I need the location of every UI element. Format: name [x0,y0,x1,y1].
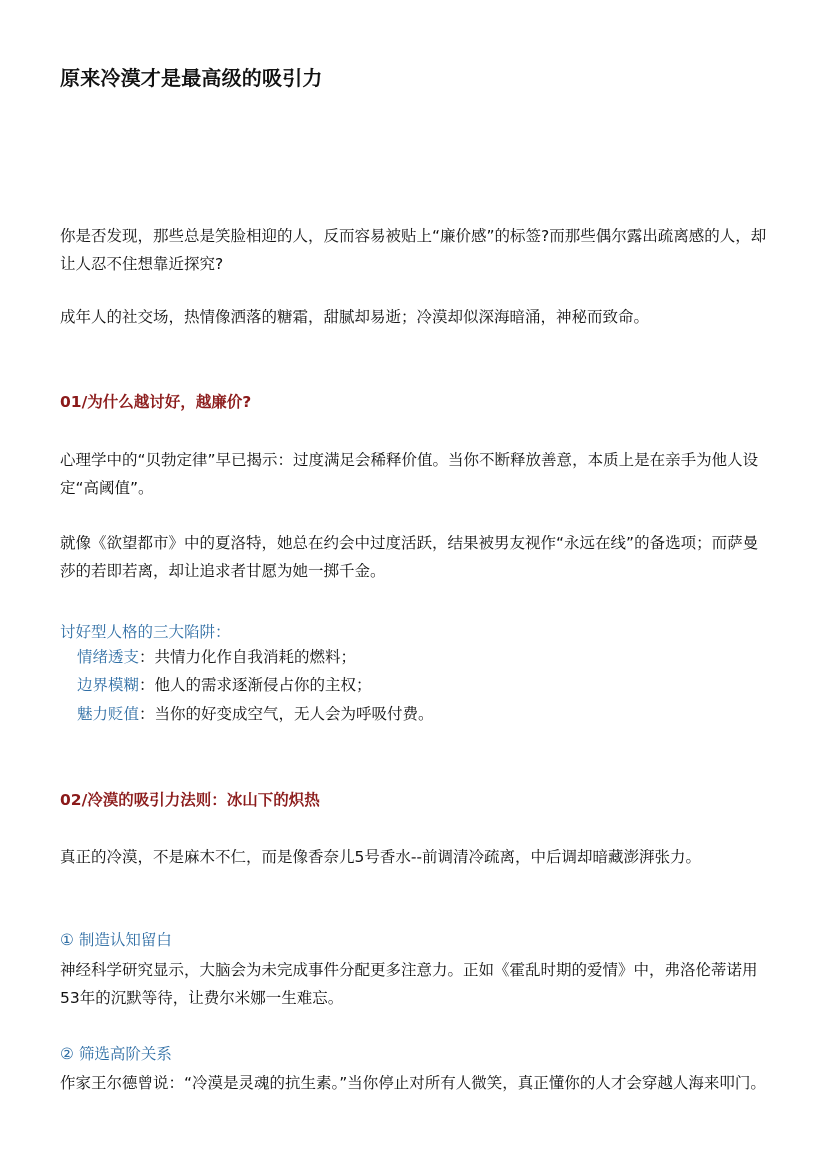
list-item [77,700,434,728]
section-2-paragraph-1: 真正的冷漠，不是麻木不仁，而是像香奈儿5号香水--前调清冷疏离，中后调却暗藏澎湃张力。 [60,848,702,866]
list-item-term: 边界模糊 [77,676,140,694]
subsection-1-heading: ① 制造认知留白 [60,931,172,949]
page-title: 原来冷漠才是最高级的吸引力 [60,66,323,90]
list-item-desc: ：当你的好变成空气，无人会为呼吸付费。 [139,705,434,723]
list-item [77,671,372,699]
intro-paragraph-1: 你是否发现，那些总是笑脸相迎的人，反而容易被贴上“廉价感”的标签?而那些偶尔露出疏离感的人，却让人忍不住想靠近探究? [60,227,767,273]
list-item-desc: ：共情力化作自我消耗的燃料； [139,648,357,666]
list-item-term: 魅力贬值 [77,705,140,723]
subsection-2-text: 作家王尔德曾说：“冷漠是灵魂的抗生素。”当你停止对所有人微笑，真正懂你的人才会穿越人海来叩门。 [60,1074,766,1092]
intro-paragraph-2: 成年人的社交场，热情像洒落的糖霜，甜腻却易逝；冷漠却似深海暗涌，神秘而致命。 [60,308,650,326]
trap-list-heading: 讨好型人格的三大陷阱： [60,623,231,641]
section-1-heading: 01/为什么越讨好，越廉价? [60,393,252,411]
section-2-heading: 02/冷漠的吸引力法则：冰山下的炽热 [60,791,320,809]
subsection-2-heading: ② 筛选高阶关系 [60,1045,172,1063]
list-item-term: 情绪透支 [77,648,140,666]
list-item [77,643,356,671]
section-1-paragraph-1: 心理学中的“贝勃定律”早已揭示：过度满足会稀释价值。当你不断释放善意，本质上是在亲手为他人设定“高阈值”。 [60,451,759,497]
section-1-paragraph-2: 就像《欲望都市》中的夏洛特，她总在约会中过度活跃，结果被男友视作“永远在线”的备选项；而萨曼莎的若即若离，却让追求者甘愿为她一掷千金。 [60,534,759,580]
subsection-1-text: 神经科学研究显示，大脑会为未完成事件分配更多注意力。正如《霍乱时期的爱情》中，弗洛伦蒂诺用53年的沉默等待，让费尔米娜一生难忘。 [60,961,758,1007]
list-item-desc: ：他人的需求逐渐侵占你的主权； [139,676,372,694]
